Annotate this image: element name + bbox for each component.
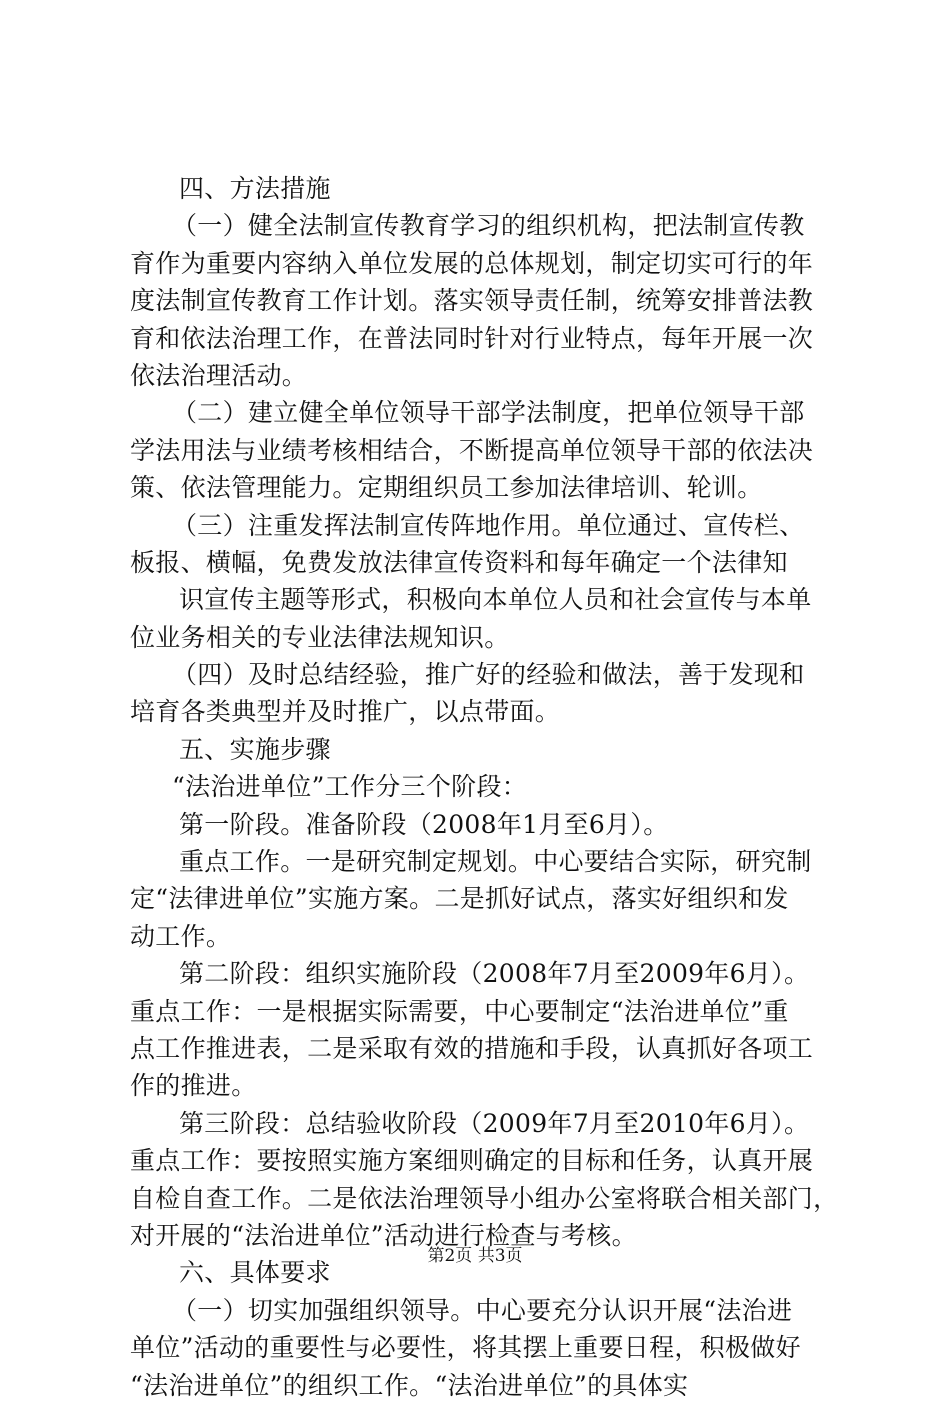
paragraph-line: 作的推进。 — [130, 1071, 257, 1101]
paragraph-line: 育作为重要内容纳入单位发展的总体规划，制定切实可行的年 — [130, 248, 814, 278]
page-footer: 第2页 共3页 — [427, 1246, 523, 1266]
paragraph-line: 依法治理活动。 — [130, 360, 308, 390]
paragraph-line: 自检自查工作。二是依法治理领导小组办公室将联合相关部门， — [130, 1183, 839, 1213]
paragraph-line: 重点工作：要按照实施方案细则确定的目标和任务，认真开展 — [130, 1146, 814, 1176]
paragraph-line: 重点工作：一是根据实际需要，中心要制定“法治进单位”重 — [130, 996, 789, 1026]
paragraph-line: 单位”活动的重要性与必要性，将其摆上重要日程，积极做好 — [130, 1333, 801, 1363]
paragraph-line: 位业务相关的专业法律法规知识。 — [130, 622, 510, 652]
paragraph-line: 策、依法管理能力。定期组织员工参加法律培训、轮训。 — [130, 473, 763, 503]
paragraph-line: 板报、横幅，免费发放法律宣传资料和每年确定一个法律知 — [130, 547, 788, 577]
paragraph-line: 培育各类典型并及时推广，以点带面。 — [130, 697, 561, 727]
paragraph-line: 识宣传主题等形式，积极向本单位人员和社会宣传与本单 — [179, 585, 812, 615]
paragraph-line: 度法制宣传教育工作计划。落实领导责任制，统筹安排普法教 — [130, 286, 814, 316]
paragraph-line: 动工作。 — [130, 921, 232, 951]
paragraph-line: 五、实施步骤 — [179, 734, 331, 764]
paragraph-line: 对开展的“法治进单位”活动进行检查与考核。 — [130, 1220, 637, 1250]
paragraph-line: 重点工作。一是研究制定规划。中心要结合实际，研究制 — [179, 847, 812, 877]
paragraph-line: （一）切实加强组织领导。中心要充分认识开展“法治进 — [172, 1295, 793, 1325]
paragraph-line: 点工作推进表，二是采取有效的措施和手段，认真抓好各项工 — [130, 1033, 814, 1063]
paragraph-line: 四、方法措施 — [179, 174, 331, 203]
paragraph-line: 育和依法治理工作，在普法同时针对行业特点，每年开展一次 — [130, 323, 814, 353]
paragraph-line: 六、具体要求 — [179, 1258, 331, 1288]
paragraph-line: （四）及时总结经验，推广好的经验和做法，善于发现和 — [172, 660, 805, 690]
paragraph-line: “法治进单位”的组织工作。“法治进单位”的具体实 — [130, 1370, 689, 1400]
paragraph-line: 学法用法与业绩考核相结合，不断提高单位领导干部的依法决 — [130, 435, 814, 465]
paragraph-line: 第二阶段：组织实施阶段（2008年7月至2009年6月）。 — [179, 959, 810, 989]
paragraph-line: “法治进单位”工作分三个阶段： — [172, 772, 528, 802]
paragraph-line: （三）注重发挥法制宣传阵地作用。单位通过、宣传栏、 — [172, 510, 805, 540]
paragraph-line: 定“法律进单位”实施方案。二是抓好试点，落实好组织和发 — [130, 884, 789, 914]
document-body — [130, 170, 839, 1404]
paragraph-line: 第一阶段。准备阶段（2008年1月至6月）。 — [179, 809, 669, 839]
paragraph-line: （一）健全法制宣传教育学习的组织机构，把法制宣传教 — [172, 211, 805, 241]
paragraph-line: 第三阶段：总结验收阶段（2009年7月至2010年6月）。 — [179, 1108, 810, 1138]
paragraph-line: （二）建立健全单位领导干部学法制度，把单位领导干部 — [172, 398, 805, 428]
